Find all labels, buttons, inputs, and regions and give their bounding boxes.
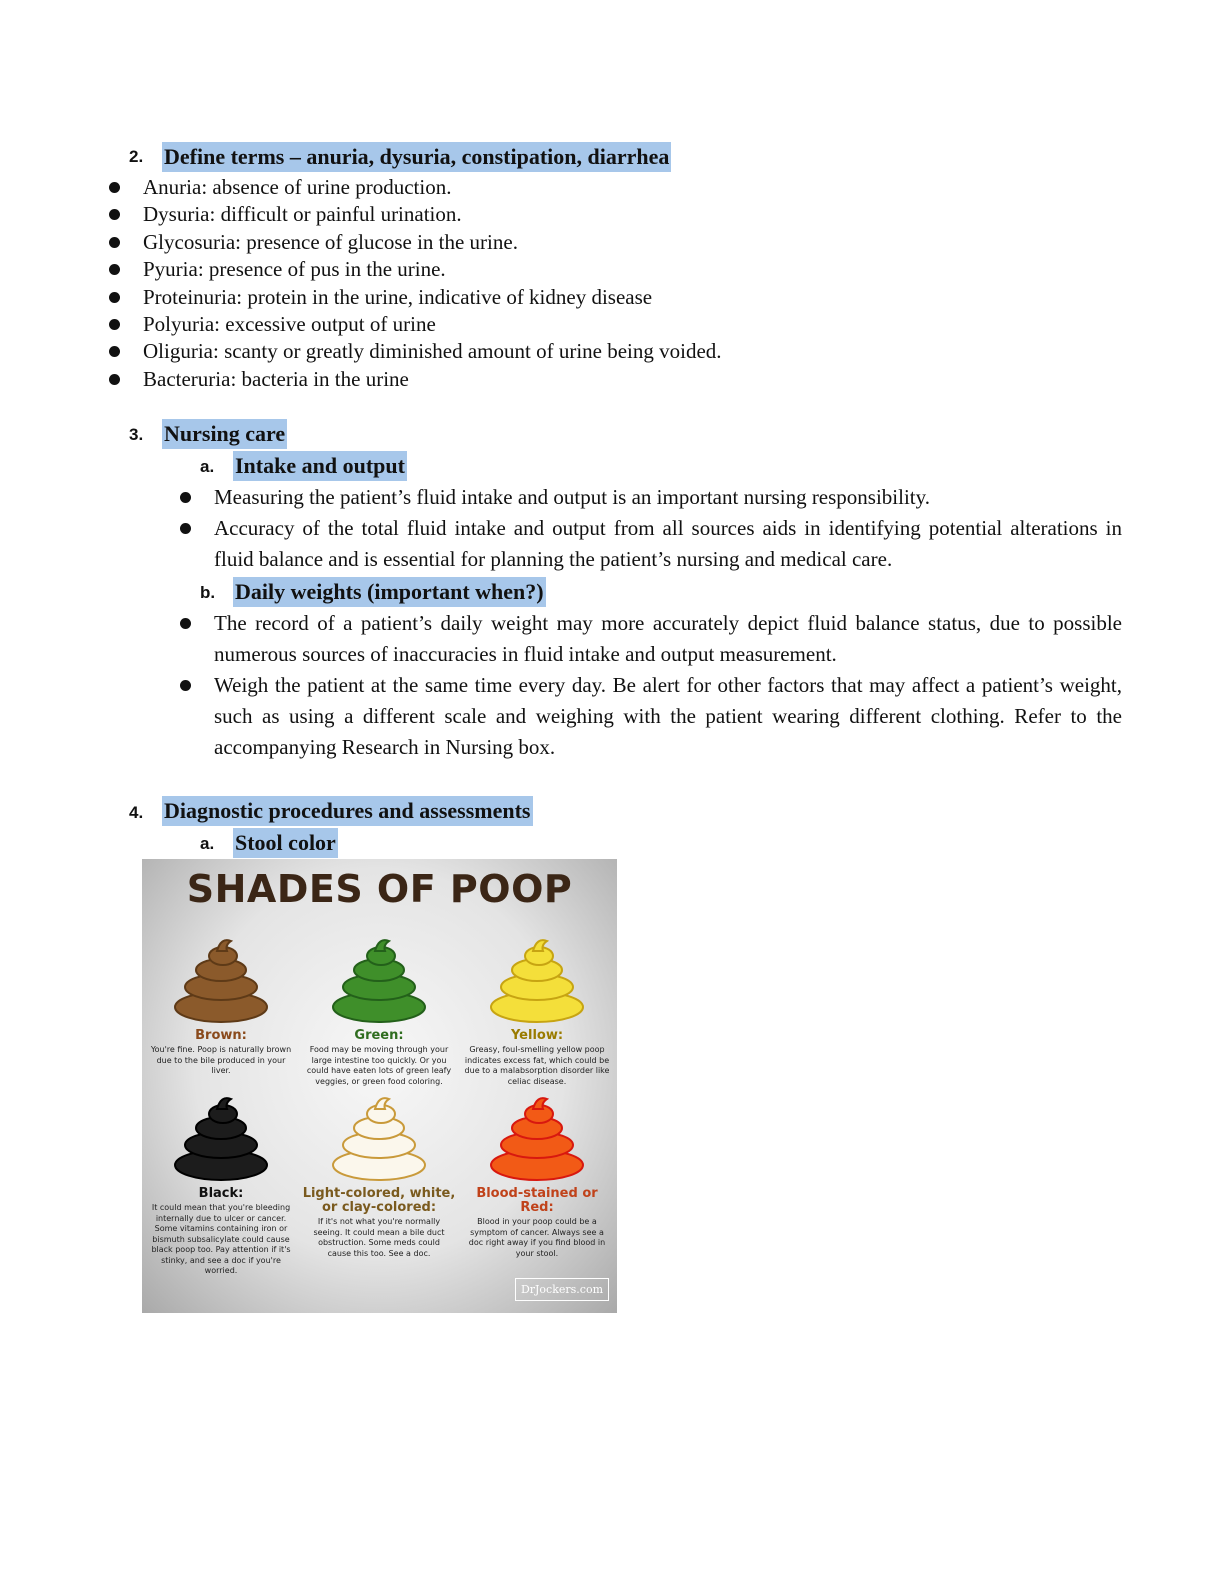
weights-bullet: The record of a patient’s daily weight may more accurately depict fluid balance status, due to possible numerous sources of inaccuracies in fluid intake and output measurement. (214, 611, 1122, 666)
shade-label: Yellow: (510, 1028, 564, 1043)
section-3a-heading: Intake and output (233, 451, 407, 481)
brand-logo: DrJockers.com (515, 1278, 609, 1301)
shade-brown (142, 937, 300, 1077)
poop-light-icon (329, 1095, 429, 1185)
shade-description: Greasy, foul-smelling yellow poop indicates excess fat, which could be due to a malabsorption disorder like celiac disease. (464, 1045, 610, 1086)
poop-yellow-icon (487, 937, 587, 1027)
intake-bullet: Accuracy of the total fluid intake and output from all sources aids in identifying potential alterations in fluid balance and is essential for planning the patient’s nursing and medical care. (214, 516, 1122, 571)
section-3b-letter: b. (200, 583, 216, 602)
section-3-heading: Nursing care (162, 419, 287, 449)
term-item: Dysuria: difficult or painful urination. (143, 202, 462, 226)
bullet-icon (109, 292, 120, 303)
shade-description: Food may be moving through your large intestine too quickly. Or you could have eaten lots of green leafy veggies, or green food coloring. (306, 1045, 452, 1086)
bullet-icon (109, 209, 120, 220)
shade-light (300, 1095, 458, 1259)
bullet-icon (109, 374, 120, 385)
bullet-icon (180, 680, 191, 691)
term-item: Anuria: absence of urine production. (143, 175, 452, 199)
section-3-number: 3. (129, 425, 144, 444)
shade-black (142, 1095, 300, 1277)
shade-yellow (458, 937, 616, 1087)
section-2-heading: Define terms – anuria, dysuria, constipation, diarrhea (162, 142, 671, 172)
shade-description: Blood in your poop could be a symptom of cancer. Always see a doc right away if you find blood in your stool. (468, 1217, 606, 1258)
poop-brown-icon (171, 937, 271, 1027)
intake-bullet: Measuring the patient’s fluid intake and output is an important nursing responsibility. (214, 485, 931, 509)
shade-label: Brown: (195, 1028, 247, 1043)
term-item: Oliguria: scanty or greatly diminished amount of urine being voided. (143, 339, 722, 363)
shade-description: It could mean that you're bleeding internally due to ulcer or cancer. Some vitamins containing iron or bismuth subsalicylate could cause black poop too. Pay attention if it's stinky, and see a doc if you're worried. (151, 1203, 291, 1275)
section-3b-heading: Daily weights (important when?) (233, 577, 546, 607)
poop-green-icon (329, 937, 429, 1027)
term-item: Polyuria: excessive output of urine (143, 312, 436, 336)
shade-red (458, 1095, 616, 1259)
bullet-icon (180, 523, 191, 534)
section-4-heading: Diagnostic procedures and assessments (162, 796, 533, 826)
poop-red-icon (487, 1095, 587, 1185)
poop-black-icon (171, 1095, 271, 1185)
shade-green (300, 937, 458, 1087)
term-item: Glycosuria: presence of glucose in the urine. (143, 230, 518, 254)
bullet-icon (109, 264, 120, 275)
term-item: Bacteruria: bacteria in the urine (143, 367, 409, 391)
infographic-title: SHADES OF POOP (186, 867, 573, 911)
section-4a-letter: a. (200, 834, 215, 853)
bullet-icon (180, 618, 191, 629)
term-item: Pyuria: presence of pus in the urine. (143, 257, 446, 281)
shade-label: Black: (198, 1186, 244, 1201)
bullet-icon (109, 237, 120, 248)
section-4a-heading: Stool color (233, 828, 338, 858)
shade-description: You're fine. Poop is naturally brown due to the bile produced in your liver. (150, 1045, 292, 1075)
weights-bullet: Weigh the patient at the same time every day. Be alert for other factors that may affect a patient’s weight, such as using a different scale and weighing with the patient wearing different clothing. Refer to the accompanying Research in Nursing box. (214, 673, 1122, 759)
stool-color-infographic (142, 859, 617, 1313)
shade-description: If it's not what you're normally seeing. It could mean a bile duct obstruction. Some meds could cause this too. See a doc. (313, 1217, 445, 1258)
bullet-icon (109, 346, 120, 357)
section-4-number: 4. (129, 803, 144, 822)
shade-label: Blood-stained or Red: (476, 1186, 598, 1215)
shade-label: Light-colored, white, or clay-colored: (302, 1186, 456, 1215)
section-3a-letter: a. (200, 457, 215, 476)
section-2-number: 2. (129, 147, 144, 166)
bullet-icon (180, 492, 191, 503)
shade-label: Green: (354, 1028, 404, 1043)
bullet-icon (109, 319, 120, 330)
term-item: Proteinuria: protein in the urine, indicative of kidney disease (143, 285, 653, 309)
bullet-icon (109, 182, 120, 193)
